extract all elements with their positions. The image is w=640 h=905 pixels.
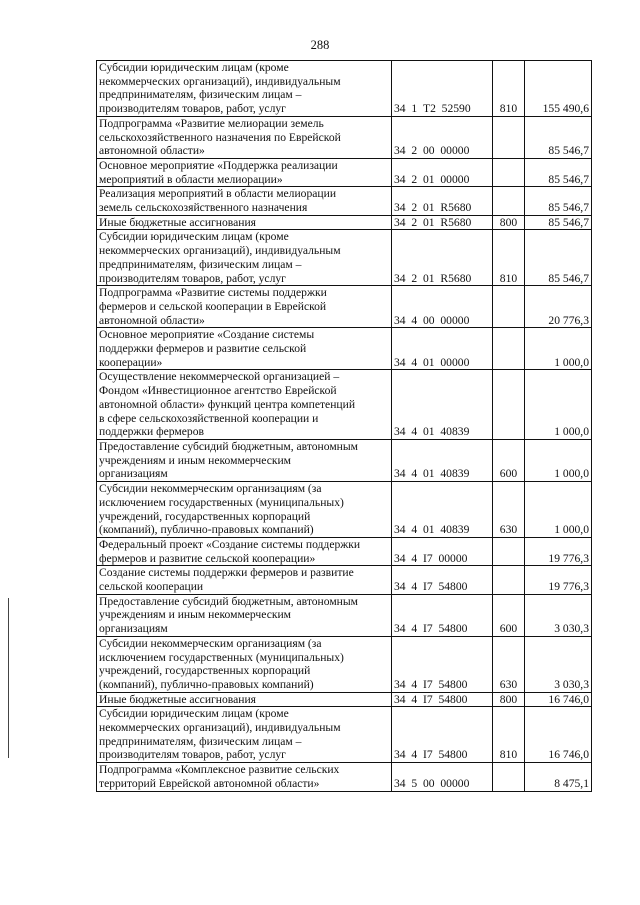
amount-cell: 155 490,6 xyxy=(525,61,592,117)
item-name-line: фермеров и развитие сельской кооперации» xyxy=(99,551,316,565)
item-name-line: организациям xyxy=(99,622,168,636)
item-name-line: поддержки фермеров xyxy=(99,425,204,439)
budget-code-cell: 34 4 00 00000 xyxy=(392,286,493,328)
amount-cell: 1 000,0 xyxy=(525,482,592,538)
item-name-cell xyxy=(97,61,392,117)
expense-type-cell xyxy=(493,187,525,215)
item-name-cell xyxy=(97,370,392,440)
expense-type-cell: 800 xyxy=(493,215,525,230)
table-row xyxy=(97,439,592,481)
expense-type-cell xyxy=(493,286,525,328)
amount-cell: 85 546,7 xyxy=(525,187,592,215)
item-name-line: предпринимателям, физическим лицам – xyxy=(99,257,302,271)
budget-code-cell: 34 4 I7 54800 xyxy=(392,707,493,763)
budget-code-cell: 34 2 01 R5680 xyxy=(392,187,493,215)
item-name-cell xyxy=(97,286,392,328)
item-name-line: поддержки фермеров и развитие сельской xyxy=(99,342,307,356)
item-name-line: Основное мероприятие «Поддержка реализации xyxy=(99,158,338,172)
item-name-line: учреждениям и иным некоммерческим xyxy=(99,453,292,467)
item-name-cell xyxy=(97,566,392,594)
expense-type-cell: 600 xyxy=(493,594,525,636)
item-name-line: организациям xyxy=(99,467,168,481)
table-row xyxy=(97,594,592,636)
item-name-cell xyxy=(97,215,392,230)
table-row xyxy=(97,482,592,538)
budget-code-cell: 34 4 I7 54800 xyxy=(392,594,493,636)
item-name-cell xyxy=(97,439,392,481)
expense-type-cell: 600 xyxy=(493,439,525,481)
item-name-line: мероприятий в области мелиорации» xyxy=(99,172,283,186)
budget-table xyxy=(96,60,592,792)
budget-code-cell: 34 4 I7 54800 xyxy=(392,566,493,594)
expense-type-cell xyxy=(493,328,525,370)
table-row xyxy=(97,158,592,186)
budget-code-cell: 34 2 01 00000 xyxy=(392,158,493,186)
expense-type-cell: 630 xyxy=(493,636,525,692)
item-name-line: Иные бюджетные ассигнования xyxy=(99,215,256,229)
item-name-line: Иные бюджетные ассигнования xyxy=(99,692,256,706)
amount-cell: 3 030,3 xyxy=(525,594,592,636)
expense-type-cell xyxy=(493,370,525,440)
item-name-line: Субсидии некоммерческим организациям (за xyxy=(99,636,322,650)
budget-code-cell: 34 4 01 40839 xyxy=(392,482,493,538)
budget-code-cell: 34 2 01 R5680 xyxy=(392,215,493,230)
item-name-line: (компаний), публично-правовых компаний) xyxy=(99,677,314,691)
budget-code-cell: 34 4 01 00000 xyxy=(392,328,493,370)
item-name-line: Субсидии юридическим лицам (кроме xyxy=(99,61,289,74)
budget-table-body xyxy=(97,61,592,792)
table-row xyxy=(97,692,592,707)
expense-type-cell xyxy=(493,116,525,158)
expense-type-cell xyxy=(493,537,525,565)
table-row xyxy=(97,61,592,117)
item-name-line: Создание системы поддержки фермеров и развитие xyxy=(99,566,354,580)
item-name-line: автономной области» xyxy=(99,313,205,327)
expense-type-cell: 630 xyxy=(493,482,525,538)
table-row xyxy=(97,116,592,158)
budget-code-cell: 34 1 Т2 52590 xyxy=(392,61,493,117)
item-name-line: Подпрограмма «Развитие мелиорации земель xyxy=(99,116,324,130)
item-name-line: Фондом «Инвестиционное агентство Еврейской xyxy=(99,384,337,398)
item-name-line: Субсидии юридическим лицам (кроме xyxy=(99,230,289,244)
item-name-line: территорий Еврейской автономной области» xyxy=(99,776,320,790)
item-name-line: Основное мероприятие «Создание системы xyxy=(99,328,315,342)
amount-cell: 3 030,3 xyxy=(525,636,592,692)
table-row xyxy=(97,370,592,440)
page-number: 288 xyxy=(310,38,330,52)
item-name-line: предпринимателям, физическим лицам – xyxy=(99,88,302,102)
expense-type-cell xyxy=(493,158,525,186)
amount-cell: 16 746,0 xyxy=(525,707,592,763)
item-name-cell xyxy=(97,594,392,636)
item-name-line: сельской кооперации xyxy=(99,580,204,594)
item-name-line: исключением государственных (муниципальных) xyxy=(99,495,344,509)
item-name-line: Предоставление субсидий бюджетным, автономным xyxy=(99,594,359,608)
amount-cell: 85 546,7 xyxy=(525,215,592,230)
expense-type-cell xyxy=(493,566,525,594)
table-row xyxy=(97,215,592,230)
item-name-line: в сфере сельскохозяйственной кооперации и xyxy=(99,411,319,425)
item-name-line: производителям товаров, работ, услуг xyxy=(99,102,286,116)
item-name-line: некоммерческих организаций), индивидуальным xyxy=(99,74,341,88)
amount-cell: 85 546,7 xyxy=(525,230,592,286)
item-name-line: Предоставление субсидий бюджетным, автономным xyxy=(99,439,359,453)
item-name-cell xyxy=(97,636,392,692)
amount-cell: 85 546,7 xyxy=(525,158,592,186)
item-name-line: некоммерческих организаций), индивидуальным xyxy=(99,721,341,735)
expense-type-cell xyxy=(493,763,525,791)
table-row xyxy=(97,636,592,692)
item-name-line: кооперации» xyxy=(99,355,163,369)
item-name-line: производителям товаров, работ, услуг xyxy=(99,271,286,285)
expense-type-cell: 810 xyxy=(493,230,525,286)
amount-cell: 1 000,0 xyxy=(525,439,592,481)
budget-code-cell: 34 4 I7 54800 xyxy=(392,636,493,692)
item-name-line: (компаний), публично-правовых компаний) xyxy=(99,523,314,537)
budget-code-cell: 34 2 00 00000 xyxy=(392,116,493,158)
budget-code-cell: 34 4 I7 00000 xyxy=(392,537,493,565)
amount-cell: 19 776,3 xyxy=(525,537,592,565)
item-name-cell xyxy=(97,537,392,565)
budget-code-cell: 34 4 I7 54800 xyxy=(392,692,493,707)
item-name-cell xyxy=(97,230,392,286)
amount-cell: 1 000,0 xyxy=(525,328,592,370)
expense-type-cell: 800 xyxy=(493,692,525,707)
amount-cell: 20 776,3 xyxy=(525,286,592,328)
item-name-cell xyxy=(97,158,392,186)
table-row xyxy=(97,286,592,328)
item-name-line: земель сельскохозяйственного назначения xyxy=(99,201,308,215)
amount-cell: 19 776,3 xyxy=(525,566,592,594)
item-name-cell xyxy=(97,328,392,370)
item-name-line: Федеральный проект «Создание системы поддержки xyxy=(99,537,361,551)
item-name-line: учреждений, государственных корпораций xyxy=(99,509,311,523)
item-name-cell xyxy=(97,116,392,158)
item-name-cell xyxy=(97,707,392,763)
table-row xyxy=(97,707,592,763)
amount-cell: 16 746,0 xyxy=(525,692,592,707)
item-name-line: автономной области» функций центра компетенций xyxy=(99,397,356,411)
item-name-line: исключением государственных (муниципальных) xyxy=(99,650,344,664)
item-name-line: сельскохозяйственного назначения по Еврейской xyxy=(99,130,341,144)
item-name-line: Осуществление некоммерческой организацией – xyxy=(99,370,340,384)
budget-code-cell: 34 4 01 40839 xyxy=(392,439,493,481)
item-name-line: учреждениям и иным некоммерческим xyxy=(99,608,292,622)
item-name-line: Реализация мероприятий в области мелиорации xyxy=(99,187,337,201)
budget-code-cell: 34 4 01 40839 xyxy=(392,370,493,440)
amount-cell: 8 475,1 xyxy=(525,763,592,791)
table-row xyxy=(97,187,592,215)
table-row xyxy=(97,230,592,286)
item-name-line: автономной области» xyxy=(99,144,205,158)
item-name-line: Подпрограмма «Комплексное развитие сельских xyxy=(99,763,340,777)
budget-code-cell: 34 5 00 00000 xyxy=(392,763,493,791)
table-row xyxy=(97,763,592,791)
item-name-cell xyxy=(97,692,392,707)
margin-line xyxy=(8,598,9,758)
table-row xyxy=(97,328,592,370)
expense-type-cell: 810 xyxy=(493,61,525,117)
item-name-line: некоммерческих организаций), индивидуальным xyxy=(99,244,341,258)
item-name-line: Субсидии юридическим лицам (кроме xyxy=(99,707,289,721)
item-name-line: Подпрограмма «Развитие системы поддержки xyxy=(99,286,327,300)
item-name-line: учреждений, государственных корпораций xyxy=(99,664,311,678)
expense-type-cell: 810 xyxy=(493,707,525,763)
item-name-cell xyxy=(97,763,392,791)
item-name-line: производителям товаров, работ, услуг xyxy=(99,748,286,762)
item-name-line: Субсидии некоммерческим организациям (за xyxy=(99,482,322,496)
item-name-cell xyxy=(97,187,392,215)
item-name-line: предпринимателям, физическим лицам – xyxy=(99,734,302,748)
table-row xyxy=(97,566,592,594)
budget-code-cell: 34 2 01 R5680 xyxy=(392,230,493,286)
amount-cell: 85 546,7 xyxy=(525,116,592,158)
table-row xyxy=(97,537,592,565)
item-name-cell xyxy=(97,482,392,538)
amount-cell: 1 000,0 xyxy=(525,370,592,440)
item-name-line: фермеров и сельской кооперации в Еврейской xyxy=(99,299,327,313)
